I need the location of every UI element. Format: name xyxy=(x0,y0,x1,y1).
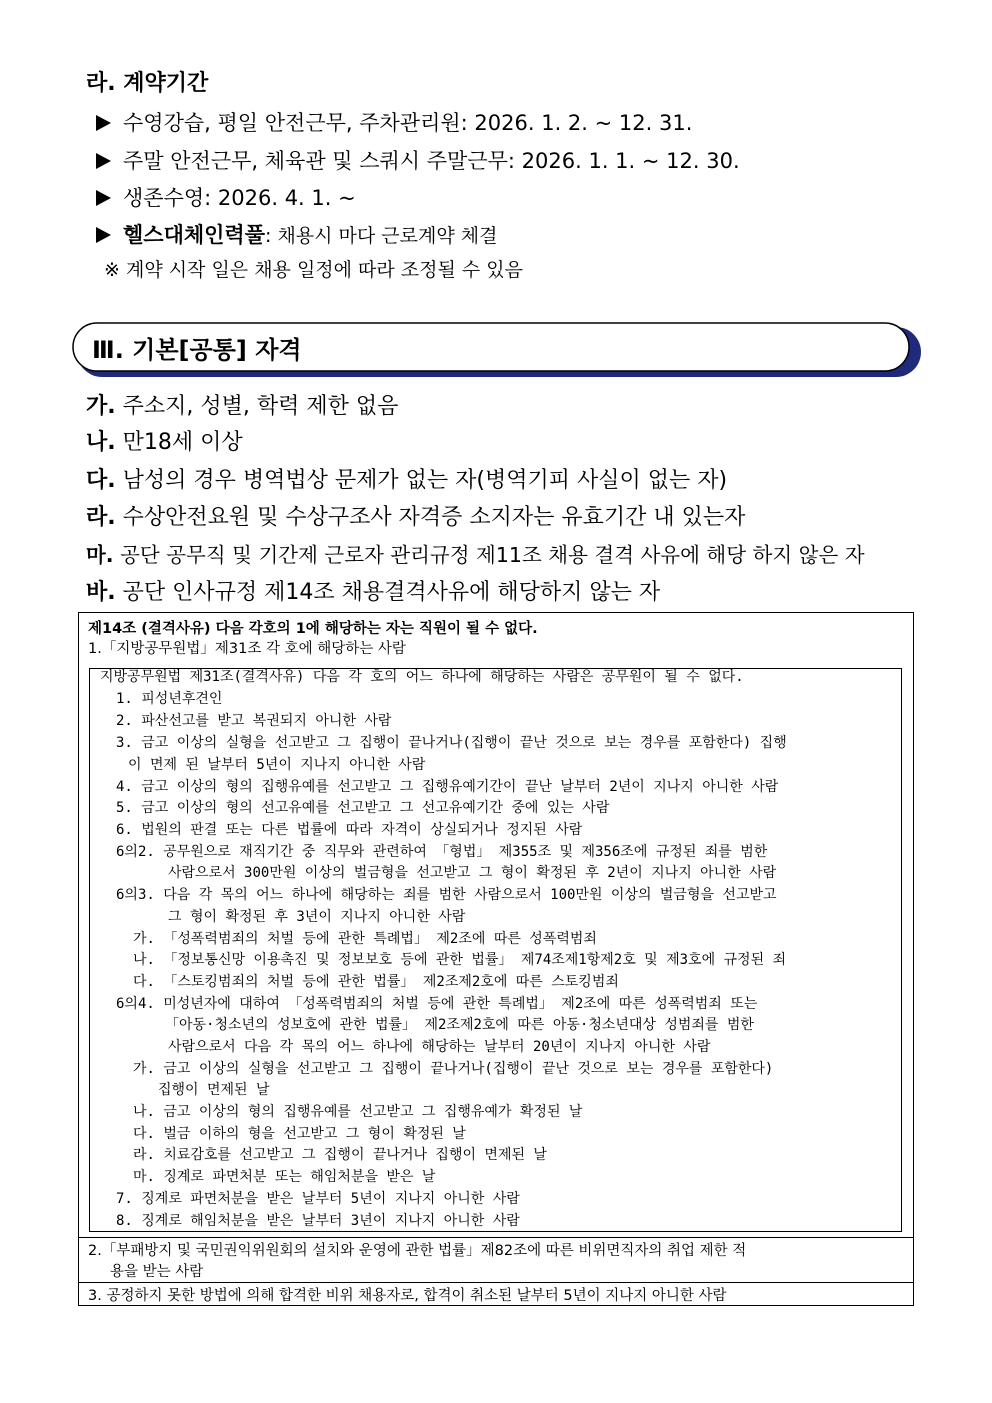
inner-line: 4. 금고 이상의 형의 집행유예를 선고받고 그 집행유예기간이 끝난 날부터 2년이 지나지 아니한 사람 xyxy=(116,779,779,795)
contract-item-4 xyxy=(96,219,497,249)
qualification-item xyxy=(86,500,745,531)
qualification-marker: 나. xyxy=(86,430,116,455)
box-divider xyxy=(79,1282,913,1283)
inner-line: 6의3. 다음 각 목의 어느 하나에 해당하는 죄를 범한 사람으로서 100만원 이상의 벌금형을 선고받고 xyxy=(116,887,777,903)
qualification-item xyxy=(86,425,243,456)
contract-item-label: 생존수영 xyxy=(123,186,205,210)
qualification-text: 남성의 경우 병역법상 문제가 없는 자(병역기피 사실이 없는 자) xyxy=(115,468,728,493)
inner-line: 집행이 면제된 날 xyxy=(158,1082,270,1098)
contract-item-value: : 2026. 4. 1. ~ xyxy=(204,186,356,210)
inner-line: 다. 벌금 이하의 형을 선고받고 그 형이 확정된 날 xyxy=(133,1126,466,1142)
contract-note: ※ 계약 시작 일은 채용 일정에 따라 조정될 수 있음 xyxy=(104,259,524,281)
inner-line: 사람으로서 300만원 이상의 벌금형을 선고받고 그 형이 확정된 후 2년이 지나지 아니한 사람 xyxy=(168,865,777,881)
qualification-marker: 라. xyxy=(86,505,116,530)
box-item-2: 2.「부패방지 및 국민권익위원회의 설치와 운영에 관한 법률」제82조에 따른 비위면직자의 취업 제한 적 xyxy=(88,1243,747,1259)
qualification-text: 주소지, 성별, 학력 제한 없음 xyxy=(115,394,399,419)
box-divider xyxy=(79,1237,913,1238)
inner-line: 가. 금고 이상의 실형을 선고받고 그 집행이 끝나거나(집행이 끝난 것으로 보는 경우를 포함한다) xyxy=(133,1061,774,1077)
section-la-title: 라. 계약기간 xyxy=(86,71,209,96)
contract-item-2 xyxy=(96,145,740,175)
contract-item-label: 헬스대체인력풀 xyxy=(123,223,266,247)
contract-item-value: : 2026. 1. 1. ~ 12. 30. xyxy=(507,149,740,173)
triangle-bullet-icon xyxy=(96,153,111,169)
triangle-bullet-icon xyxy=(96,227,111,243)
inner-line: 나. 「정보통신망 이용촉진 및 정보보호 등에 관한 법률」 제74조제1항제2호 및 제3호에 규정된 죄 xyxy=(133,952,787,968)
inner-line: 가. 「성폭력범죄의 처벌 등에 관한 특례법」 제2조에 따른 성폭력범죄 xyxy=(133,931,597,947)
triangle-bullet-icon xyxy=(96,115,111,131)
contract-item-value: : 채용시 마다 근로계약 체결 xyxy=(265,225,498,247)
inner-line: 다. 「스토킹범죄의 처벌 등에 관한 법률」 제2조제2호에 따른 스토킹범죄 xyxy=(133,974,619,990)
inner-line: 7. 징계로 파면처분을 받은 날부터 5년이 지나지 아니한 사람 xyxy=(116,1191,520,1207)
inner-line: 라. 치료감호를 선고받고 그 집행이 끝나거나 집행이 면제된 날 xyxy=(133,1147,547,1163)
inner-line: 이 면제 된 날부터 5년이 지나지 아니한 사람 xyxy=(128,757,426,773)
section-3-banner xyxy=(72,322,922,378)
inner-line: 마. 징계로 파면처분 또는 해임처분을 받은 날 xyxy=(133,1169,436,1185)
inner-line: 6. 법원의 판결 또는 다른 법률에 따라 자격이 상실되거나 정지된 사람 xyxy=(116,822,583,838)
section-3-title: Ⅲ. 기본[공통] 자격 xyxy=(92,336,302,364)
inner-line: 「아동·청소년의 성보호에 관한 법률」 제2조제2호에 따른 아동·청소년대상 성범죄를 범한 xyxy=(165,1017,754,1033)
contract-item-value: : 2026. 1. 2. ~ 12. 31. xyxy=(460,111,693,135)
qualification-item xyxy=(86,463,727,494)
contract-item-label: 주말 안전근무, 체육관 및 스쿼시 주말근무 xyxy=(123,149,508,173)
inner-line: 8. 징계로 해임처분을 받은 날부터 3년이 지나지 아니한 사람 xyxy=(116,1213,520,1229)
qualification-item xyxy=(86,538,865,568)
triangle-bullet-icon xyxy=(96,190,111,206)
qualification-marker: 마. xyxy=(86,543,114,567)
inner-line: 6의2. 공무원으로 재직기간 중 직무와 관련하여 「형법」 제355조 및 제356조에 규정된 죄를 범한 xyxy=(116,844,768,860)
box-item-1: 1.「지방공무원법」제31조 각 호에 해당하는 사람 xyxy=(88,641,406,657)
inner-line: 1. 피성년후견인 xyxy=(116,691,223,707)
inner-line: 6의4. 미성년자에 대하여 「성폭력범죄의 처벌 등에 관한 특례법」 제2조에 따른 성폭력범죄 또는 xyxy=(116,996,758,1012)
qualification-marker: 가. xyxy=(86,394,116,419)
inner-line: 그 형이 확정된 후 3년이 지나지 아니한 사람 xyxy=(168,909,466,925)
box-item-2-cont: 용을 받는 사람 xyxy=(110,1264,204,1280)
inner-line: 5. 금고 이상의 형의 선고유예를 선고받고 그 선고유예기간 중에 있는 사람 xyxy=(116,800,610,816)
contract-item-3 xyxy=(96,182,356,212)
inner-line: 2. 파산선고를 받고 복권되지 아니한 사람 xyxy=(116,713,392,729)
inner-line: 사람으로서 다음 각 목의 어느 하나에 해당하는 날부터 20년이 지나지 아니한 사람 xyxy=(168,1039,711,1055)
inner-line: 3. 금고 이상의 실형을 선고받고 그 집행이 끝나거나(집행이 끝난 것으로 보는 경우를 포함한다) 집행 xyxy=(116,735,787,751)
contract-item-1 xyxy=(96,107,692,137)
qualification-text: 수상안전요원 및 수상구조사 자격증 소지자는 유효기간 내 있는자 xyxy=(115,505,746,530)
qualification-text: 공단 인사규정 제14조 채용결격사유에 해당하지 않는 자 xyxy=(115,580,661,605)
qualification-item xyxy=(86,575,660,606)
inner-line: 나. 금고 이상의 형의 집행유예를 선고받고 그 집행유예가 확정된 날 xyxy=(133,1104,583,1120)
qualification-item xyxy=(86,389,398,420)
qualification-marker: 바. xyxy=(86,580,116,605)
qualification-text: 공단 공무직 및 기간제 근로자 관리규정 제11조 채용 결격 사유에 해당 하지 않은 자 xyxy=(113,543,865,567)
contract-item-label: 수영강습, 평일 안전근무, 주차관리원 xyxy=(123,111,461,135)
box-heading: 제14조 (결격사유) 다음 각호의 1에 해당하는 자는 직원이 될 수 없다. xyxy=(88,621,538,637)
qualification-text: 만18세 이상 xyxy=(115,430,243,455)
qualification-marker: 다. xyxy=(86,468,116,493)
box-item-3: 3. 공정하지 못한 방법에 의해 합격한 비위 채용자로, 합격이 취소된 날부터 5년이 지나지 아니한 사람 xyxy=(88,1288,727,1304)
inner-line: 지방공무원법 제31조(결격사유) 다음 각 호의 어느 하나에 해당하는 사람은 공무원이 될 수 없다. xyxy=(100,669,744,685)
